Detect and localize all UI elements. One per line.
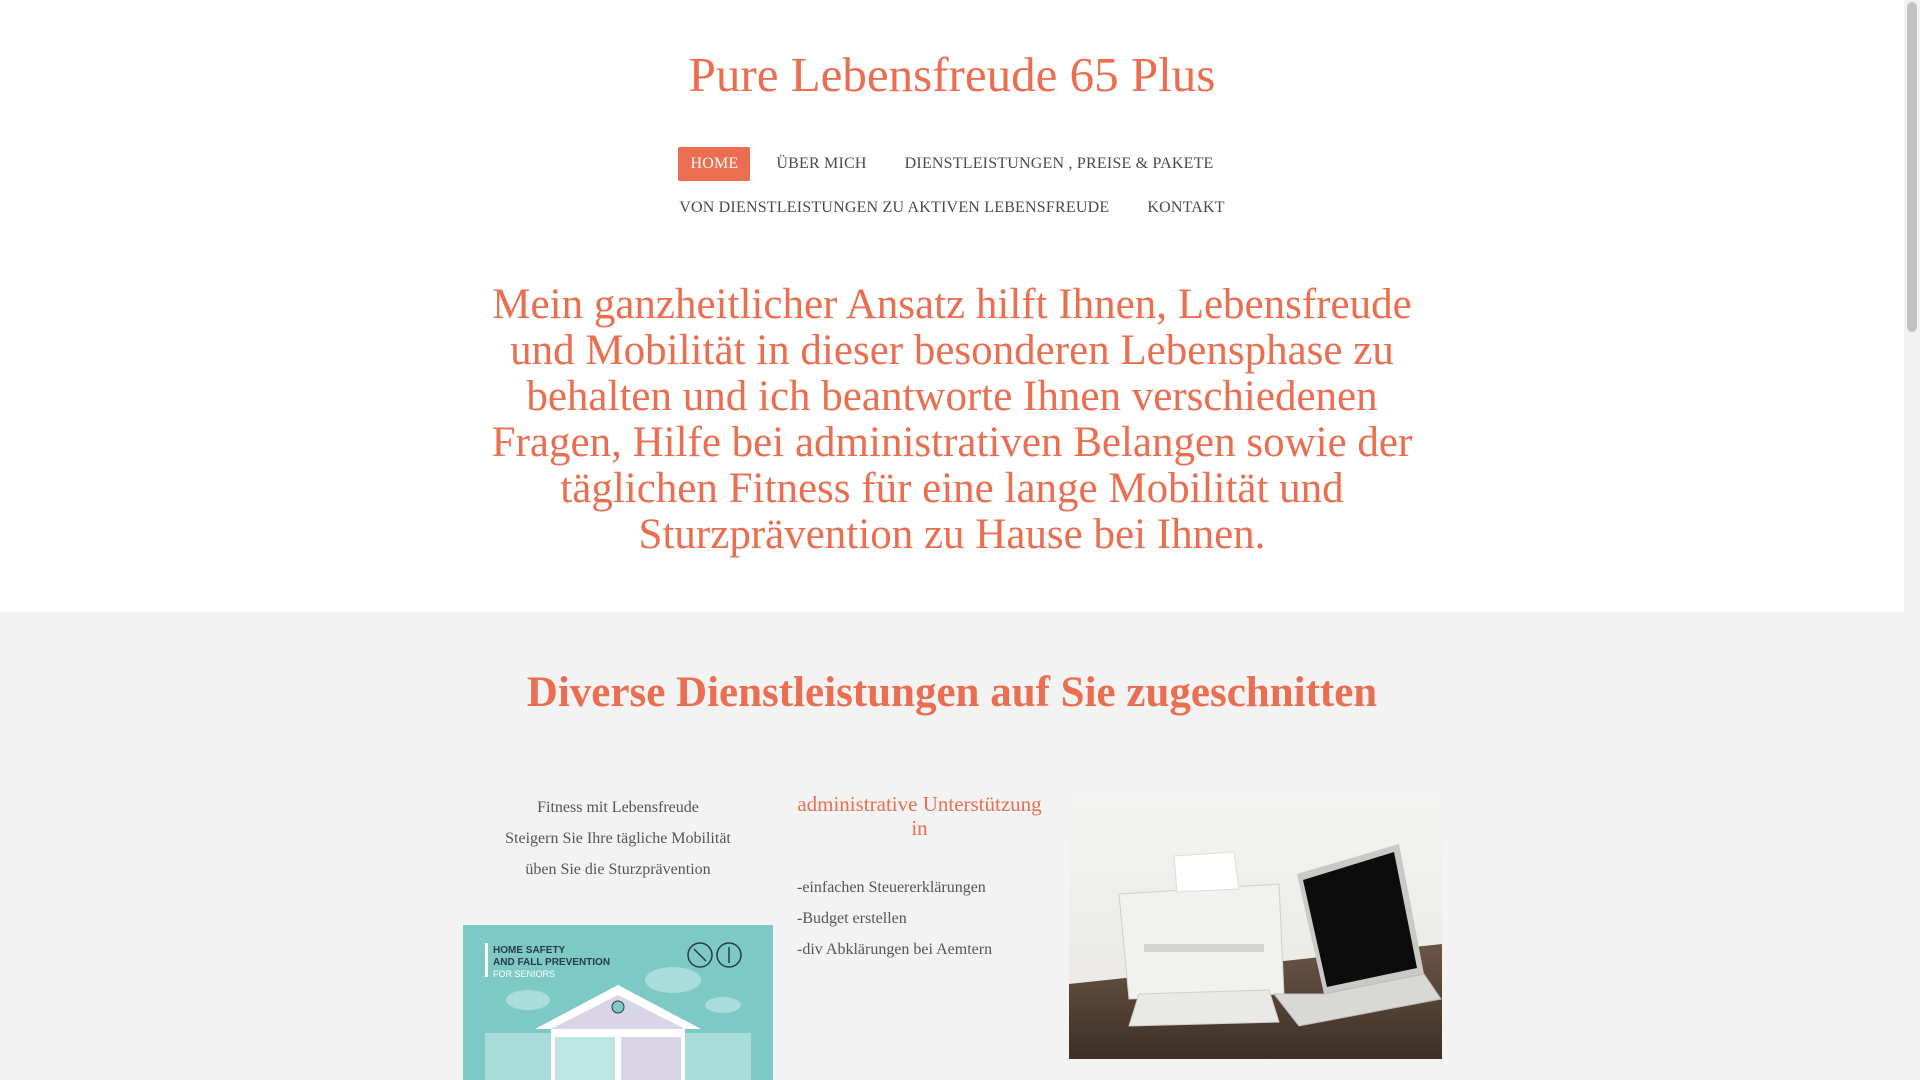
nav-item-ueber-mich[interactable]: ÜBER MICH <box>776 155 867 172</box>
scrollbar-thumb[interactable] <box>1907 2 1917 332</box>
nav-item-dienstleistungen-preise[interactable]: DIENSTLEISTUNGEN , PREISE & PAKETE <box>904 155 1214 172</box>
services-title: Diverse Dienstleistungen auf Sie zugeschnitten <box>526 669 1378 716</box>
admin-list <box>797 872 1042 965</box>
infographic-title-2: AND FALL PREVENTION <box>493 957 611 968</box>
fall-prevention-infographic <box>463 925 773 1080</box>
fitness-line-1: Fitness mit Lebensfreude <box>537 799 699 816</box>
main-nav-row-2 <box>0 191 1904 225</box>
vertical-scrollbar[interactable] <box>1904 0 1920 1080</box>
printer-laptop-photo <box>1069 794 1442 1059</box>
fitness-line-2: Steigern Sie Ihre tägliche Mobilität <box>505 830 731 847</box>
list-item: -div Abklärungen bei Aemtern <box>797 941 993 958</box>
intro-text: Mein ganzheitlicher Ansatz hilft Ihnen, Lebensfreude und Mobilität in dieser besonderen Lebensphase zu behalten und ich beantworte Ihnen verschiedenen Fragen, Hilfe bei administrativen Belangen sowie der täglichen Fitness für eine lange Mobilität und Sturzprävention zu Hause bei Ihnen. <box>491 281 1413 558</box>
services-section <box>0 612 1904 1080</box>
site-title[interactable]: Pure Lebensfreude 65 Plus <box>688 47 1216 102</box>
fitness-column <box>463 792 773 885</box>
nav-item-kontakt[interactable]: KONTAKT <box>1147 199 1225 216</box>
main-nav-row-1 <box>0 147 1904 181</box>
fitness-line-3: üben Sie die Sturzprävention <box>525 861 711 878</box>
nav-item-home[interactable]: HOME <box>678 147 750 181</box>
list-item: -einfachen Steuererklärungen <box>797 879 986 896</box>
list-item: -Budget erstellen <box>797 910 907 927</box>
nav-item-aktive-lebensfreude[interactable]: VON DIENSTLEISTUNGEN ZU AKTIVEN LEBENSFREUDE <box>679 199 1110 216</box>
infographic-title-1: HOME SAFETY <box>493 945 566 956</box>
infographic-image <box>463 925 773 1080</box>
admin-heading: administrative Unterstützung in <box>797 792 1042 840</box>
office-photo-image <box>1069 794 1442 1059</box>
admin-column <box>797 792 1042 965</box>
infographic-title-3: FOR SENIORS <box>493 969 556 979</box>
